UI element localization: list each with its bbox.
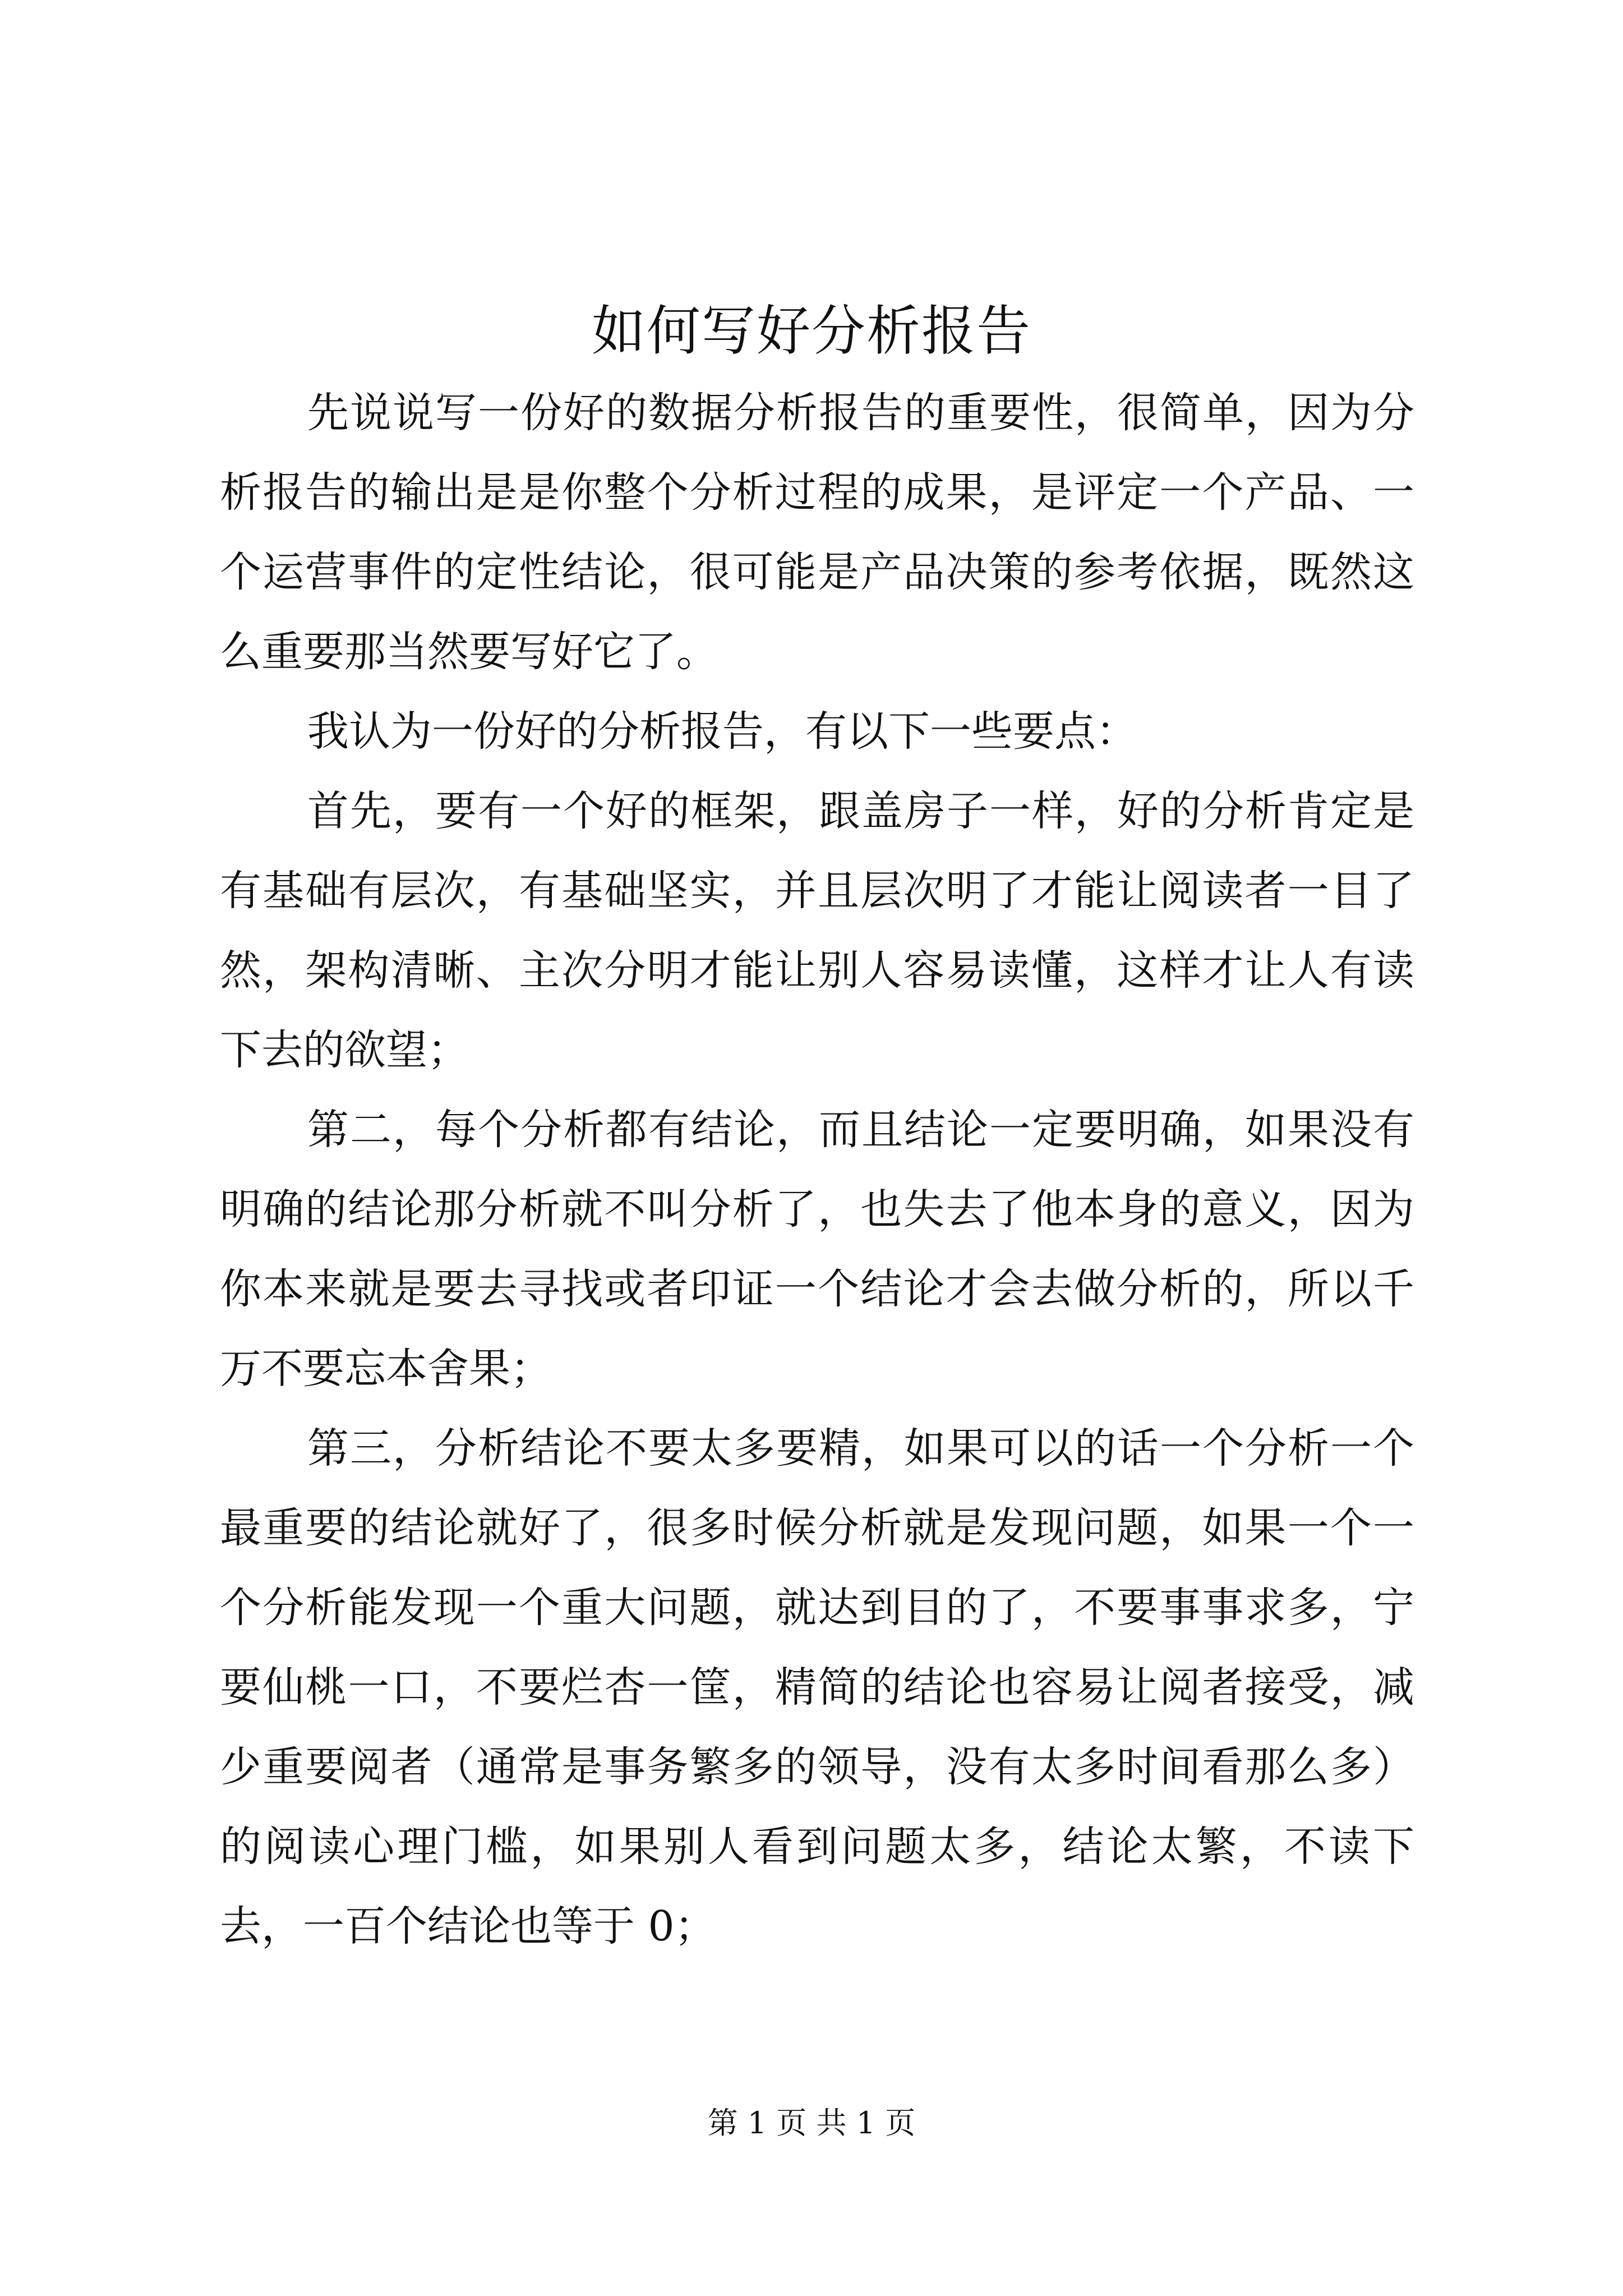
paragraph-key-points: 我认为一份好的分析报告，有以下一些要点： — [307, 707, 1137, 756]
paragraph-third: 第三，分析结论不要太多要精，如果可以的话一个分析一个最重要的结论就好了，很多时候分析就是发现问题，如果一个一个分析能发现一个重大问题，就达到目的了，不要事事求多，宁要仙桃一口，不要烂杏一筐，精简的结论也容易让阅者接受，减少重要阅者（通常是事务繁多的领导，没有太多时间看那么多）的阅读心理门槛，如果别人看到问题太多，结论太繁，不读下去，一百个结论也等于 0； — [220, 1424, 1414, 1950]
paragraph-second: 第二，每个分析都有结论，而且结论一定要明确，如果没有明确的结论那分析就不叫分析了，也失去了他本身的意义，因为你本来就是要去寻找或者印证一个结论才会去做分析的，所以千万不要忘本舍果； — [220, 1106, 1414, 1393]
paragraph-first: 首先，要有一个好的框架，跟盖房子一样，好的分析肯定是有基础有层次，有基础坚实，并且层次明了才能让阅读者一目了然，架构清晰、主次分明才能让别人容易读懂，这样才让人有读下去的欲望； — [220, 787, 1414, 1074]
page-footer: 第 1 页 共 1 页 — [707, 2105, 916, 2141]
document-body — [220, 373, 1414, 1966]
document-title: 如何写好分析报告 — [592, 300, 1031, 362]
paragraph-intro: 先说说写一份好的数据分析报告的重要性，很简单，因为分析报告的输出是是你整个分析过程的成果，是评定一个产品、一个运营事件的定性结论，很可能是产品决策的参考依据，既然这么重要那当然要写好它了。 — [220, 389, 1414, 676]
